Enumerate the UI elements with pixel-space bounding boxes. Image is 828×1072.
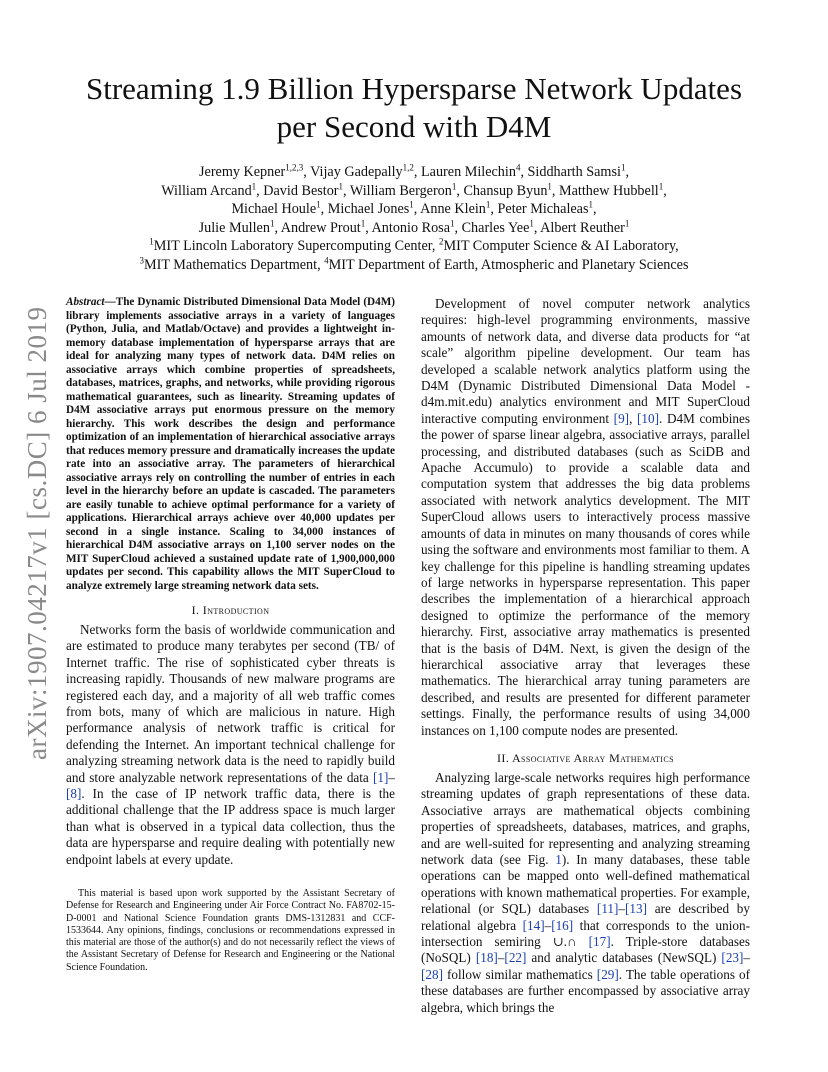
associative-array-paragraph: Analyzing large-scale networks requires high performance streaming updates of graph representations of these data. Associative arrays are mathematical objects combining properties of spreadsheets, databases, matrices, and graphs, and are well-suited for representing and analyzing streaming network data (see Fig. 1). In many databases, these table operations can be mapped onto well-defined mathematical operations with known mathematical properties. For example, relational (or SQL) databases [11]–[13] are described by relational algebra [14]–[16] that corresponds to the union-intersection semiring ∪.∩ [17]. Triple-store databases (NoSQL) [18]–[22] and analytic databases (NewSQL) [23]–[28] follow similar mathematics [29]. The table operations of these databases are further encompassed by associative array algebra, which brings the [421,769,751,1015]
development-paragraph: Development of novel computer network analytics requires: high-level programming environments, massive amounts of network data, and diverse data products for “at scale” algorithm pipeline development. Our team has developed a scalable network analytics platform using the D4M (Dynamic Distributed Dimensional Data Model - d4m.mit.edu) analytics environment and MIT SuperCloud interactive computing environment [9], [10]. D4M combines the power of sparse linear algebra, associative arrays, parallel processing, and distributed databases (such as SciDB and Apache Accumulo) to provide a scalable data and computation system that addresses the big data problems associated with network analytics development. The MIT SuperCloud allows users to interactively process massive amounts of data in minutes on many thousands of cores while using the software and environments most familiar to them. A key challenge for this pipeline is handling streaming updates of large networks in hypersparse representation. This paper describes the implementation of a hierarchical approach designed to optimize the performance of the memory hierarchy. First, associative array mathematics is presented that is the basis of D4M. Next, is given the design of the hierarchical associative array that leverages these mathematics. The hierarchical array tuning parameters are described, and results are presented for different parameter settings. Finally, the performance results of using 34,000 instances on 1,100 compute nodes are presented. [421,296,750,738]
citation-link[interactable]: [18] [475,950,498,966]
author-line-2: William Arcand$^1$, David Bestor$^1$, William Bergeron$^1$, Chansup Byun$^1$, Matthew Hubbell$^1$, [161,180,667,199]
affiliation-line-1: $^1$MIT Lincoln Laboratory Supercomputing Center, $^2$MIT Computer Science & AI Laboratory, [149,236,679,254]
abstract-text: —The Dynamic Distributed Dimensional Data Model (D4M) library implements associative arrays in a variety of languages (Python, Julia, and Matlab/Octave) and provides a lightweight in-memory database implementation of hypersparse arrays that are ideal for analyzing many types of network data. D4M relies on associative arrays which combine properties of spreadsheets, databases, matrices, graphs, and networks, while providing rigorous mathematical guarantees, such as linearity. Streaming updates of D4M associative arrays put enormous pressure on the memory hierarchy. This work describes the design and performance optimization of an implementation of hierarchical associative arrays that reduces memory pressure and dramatically increases the update rate into an associative array. The parameters of hierarchical associative arrays rely on controlling the number of entries in each level in the hierarchy before an update is cascaded. The parameters are easily tunable to achieve optimal performance for a variety of applications. Hierarchical arrays achieve over 40,000 updates per second in a single instance. Scaling to 34,000 instances of hierarchical D4M associative arrays on 1,100 server nodes on the MIT SuperCloud achieved a sustained update rate of 1,900,000,000 updates per second. This capability allows the MIT SuperCloud to analyze extremely large streaming network data sets. [66,296,395,592]
citation-link[interactable]: [29] [596,966,619,982]
citation-link[interactable]: [22] [504,950,527,966]
citation-link[interactable]: [23] [721,950,744,966]
citation-link[interactable]: [9] [613,410,630,426]
arxiv-identifier: arXiv:1907.04217v1 [cs.DC] 6 Jul 2019 [22,306,52,760]
citation-link[interactable]: [13] [625,901,647,917]
right-column [421,296,750,1016]
section-heading-associative-array-mathematics: II. Associative Array Mathematics [497,750,674,765]
abstract-label: Abstract [66,296,105,308]
citation-link[interactable]: [28] [421,966,443,982]
citation-link[interactable]: [8] [66,786,82,802]
author-line-3: Michael Houle$^1$, Michael Jones$^1$, Anne Klein$^1$, Peter Michaleas$^1$, [231,199,597,217]
funding-footnote: This material is based upon work supported by the Assistant Secretary of Defense for Research and Engineering under Air Force Contract No. FA8702-15-D-0001 and National Science Foundation grants DMS-1312831 and CCF-1533644. Any opinions, findings, conclusions or recommendations expressed in this material are those of the author(s) and do not necessarily reflect the views of the Assistant Secretary of Defense for Research and Engineering or the National Science Foundation. [66,888,395,973]
paper-title: Streaming 1.9 Billion Hypersparse Network Updates per Second with D4M [85,71,743,144]
left-column [66,296,395,868]
introduction-paragraph: Networks form the basis of worldwide communication and are estimated to produce many terabytes per second (TB/ of Internet traffic. The rise of sophisticated cyber threats is increasing rapidly. Thousands of new malware programs are registered each day, and a majority of all web traffic comes from bots, many of which are malicious in nature. High performance analysis of network traffic is critical for defending the Internet. An important technical challenge for analyzing streaming network data is the need to rapidly build and store analyzable network representations of the data [1]–[8]. In the case of IP network traffic data, there is the additional challenge that the IP address space is much larger than what is observed in a typical data collection, thus the data are hypersparse and require dealing with potentially new endpoint labels at every update. [66,622,395,867]
author-line-4: Julie Mullen$^1$, Andrew Prout$^1$, Antonio Rosa$^1$, Charles Yee$^1$, Albert Reuther$^1$ [198,217,630,236]
affiliation-line-2: $^3$MIT Mathematics Department, $^4$MIT Department of Earth, Atmospheric and Planetary Sciences [139,254,689,273]
author-block [80,163,748,274]
citation-link[interactable]: [14] [522,917,545,933]
citation-link[interactable]: [10] [637,410,659,426]
section-heading-introduction: I. Introduction [191,603,270,617]
abstract [66,296,395,593]
citation-link[interactable]: [1] [373,769,389,785]
author-line-1: Jeremy Kepner$^{1,2,3}$, Vijay Gadepally$^{1,2}$, Lauren Milechin$^4$, Siddharth Samsi$^1$, [199,162,629,180]
citation-link[interactable]: [16] [551,917,574,933]
figure-link[interactable]: 1 [555,852,562,867]
citation-link[interactable]: [17] [588,934,611,950]
citation-link[interactable]: [11] [596,901,619,917]
